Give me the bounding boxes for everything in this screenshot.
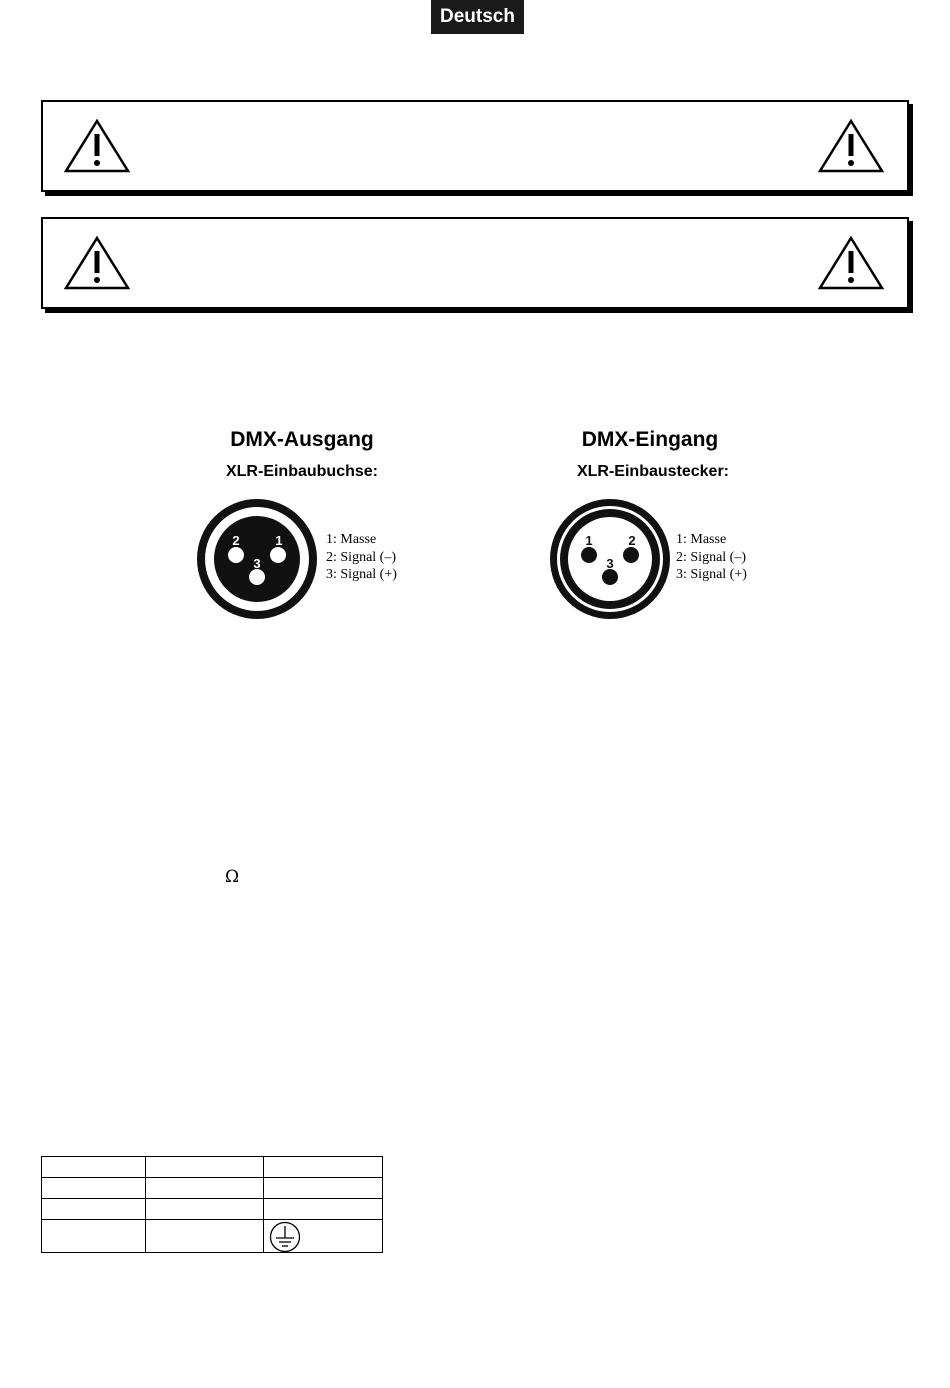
pin-assignment: 2: Signal (–)	[326, 549, 396, 565]
pin-assignment: 2: Signal (–)	[676, 549, 746, 565]
protective-earth-icon	[269, 1221, 301, 1253]
table-cell	[264, 1199, 383, 1220]
table-cell	[264, 1220, 383, 1253]
connection-table	[41, 1156, 383, 1253]
table-row	[42, 1157, 383, 1178]
dmx-output-pin-list	[326, 531, 397, 584]
table-cell	[42, 1199, 146, 1220]
pin-1	[581, 547, 597, 563]
language-badge: Deutsch	[431, 0, 524, 34]
table-row	[42, 1220, 383, 1253]
table-cell	[42, 1157, 146, 1178]
xlr-male-plug-diagram	[548, 497, 672, 621]
dmx-output-subtitle: XLR-Einbaubuchse:	[225, 463, 378, 480]
table-cell	[146, 1178, 264, 1199]
pin-label-1: 1	[585, 533, 593, 548]
ohm-symbol: Ω	[225, 867, 240, 887]
table-cell	[264, 1178, 383, 1199]
warning-box	[41, 100, 909, 192]
table-cell	[146, 1199, 264, 1220]
warning-triangle-icon	[63, 118, 131, 174]
xlr-female-socket-diagram	[195, 497, 319, 621]
pin-label-3: 3	[253, 556, 261, 571]
pin-2	[623, 547, 639, 563]
warning-triangle-icon	[63, 235, 131, 291]
warning-triangle-icon	[817, 235, 885, 291]
table-cell	[42, 1178, 146, 1199]
pin-assignment: 1: Masse	[676, 532, 727, 547]
dmx-input-pin-list	[676, 531, 747, 584]
dmx-input-title: DMX-Eingang	[581, 428, 719, 451]
table-cell	[42, 1220, 146, 1253]
pin-assignment: 1: Masse	[326, 532, 377, 547]
dmx-output-title: DMX-Ausgang	[230, 428, 374, 451]
table-cell	[146, 1220, 264, 1253]
table-cell	[264, 1157, 383, 1178]
table-row	[42, 1178, 383, 1199]
pin-label-2: 2	[628, 533, 636, 548]
pin-3	[602, 569, 618, 585]
dmx-input-subtitle: XLR-Einbaustecker:	[576, 463, 730, 480]
table-row	[42, 1199, 383, 1220]
pin-3	[249, 569, 265, 585]
pin-label-3: 3	[606, 556, 614, 571]
warning-box	[41, 217, 909, 309]
pin-label-2: 2	[232, 533, 240, 548]
pin-label-1: 1	[275, 533, 283, 548]
table-cell	[146, 1157, 264, 1178]
pin-assignment: 3: Signal (+)	[676, 567, 747, 582]
pin-2	[228, 547, 244, 563]
warning-triangle-icon	[817, 118, 885, 174]
pin-assignment: 3: Signal (+)	[326, 567, 397, 582]
pin-1	[270, 547, 286, 563]
